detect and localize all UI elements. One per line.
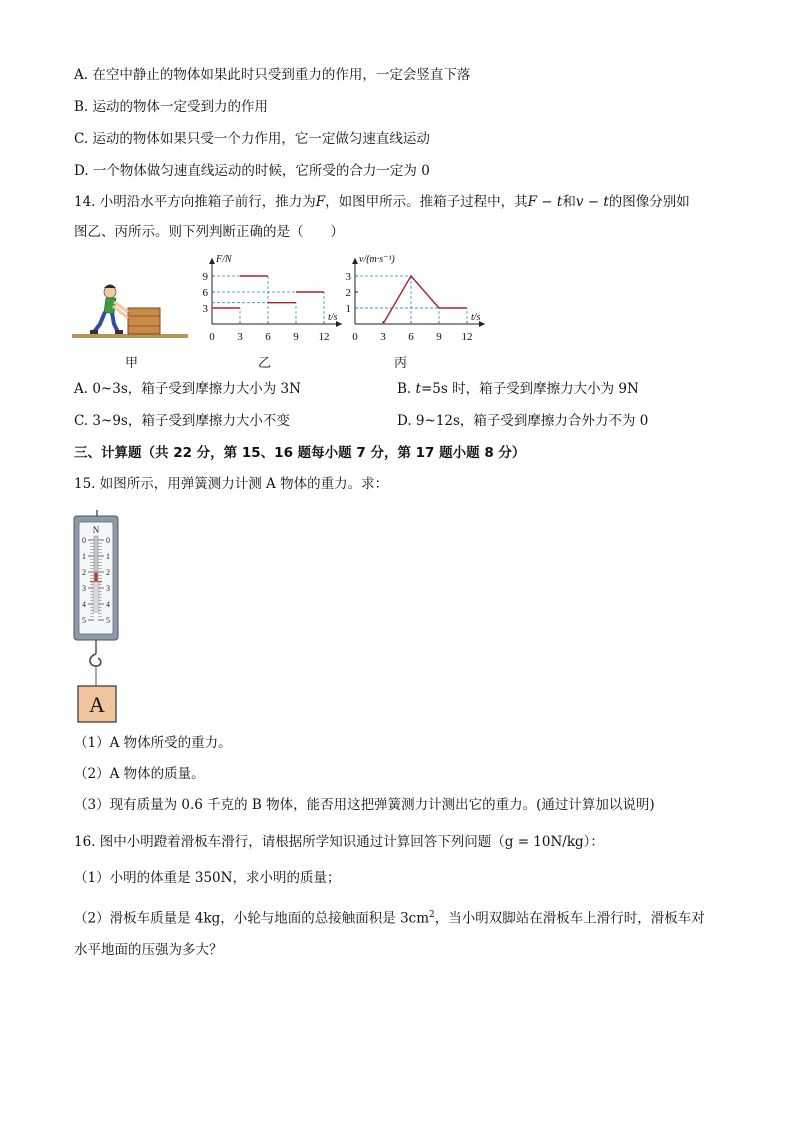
rod <box>93 582 99 612</box>
y-axis-arrow <box>352 258 358 264</box>
scale-left-label: 4 <box>82 600 86 609</box>
q16-part-2-b: ，当小明双脚站在滑板车上滑行时，滑板车对 <box>434 910 705 927</box>
q14-stem-vt: v − t <box>575 194 609 210</box>
q16-part-2-line1 <box>74 906 705 928</box>
y-axis-arrow <box>209 258 215 264</box>
q15-part-2: （2）A 物体的质量。 <box>74 766 205 782</box>
scale-right-label: 4 <box>106 600 110 609</box>
spring-scale-figure <box>72 510 122 726</box>
q14-stem-F: F <box>315 194 326 210</box>
block-a-label: A <box>89 692 105 717</box>
y-tick-label: 3 <box>345 271 351 283</box>
y-tick-label: 6 <box>202 287 208 299</box>
x-tick-label: 0 <box>352 331 358 343</box>
q14-stem-line2: 图乙、丙所示。则下列判断正确的是（ ） <box>74 224 344 240</box>
q14-option-c: C. 3~9s，箱子受到摩擦力大小不变 <box>74 413 290 429</box>
scale-left-label: 1 <box>82 552 86 561</box>
q13-option-a: A. 在空中静止的物体如果此时只受到重力的作用，一定会竖直下落 <box>74 67 471 83</box>
scale-left-label: 5 <box>82 616 86 625</box>
caption-jia: 甲 <box>125 356 139 371</box>
v-series-line <box>383 276 467 324</box>
x-tick-label: 6 <box>408 331 414 343</box>
scale-right-label: 2 <box>106 568 110 577</box>
scale-right-label: 1 <box>106 552 110 561</box>
q14-stem-Ft: F − t <box>527 194 563 210</box>
section-3-heading: 三、计算题（共 22 分，第 15、16 题每小题 7 分，第 17 题小题 8 分） <box>74 445 526 461</box>
x-tick-label: 6 <box>265 331 271 343</box>
scale-right-label: 0 <box>106 536 110 545</box>
y-tick-label: 2 <box>345 287 351 299</box>
y-axis-label: v/(m·s⁻¹) <box>359 254 395 265</box>
scale-left-label: 3 <box>82 584 86 593</box>
x-tick-label: 9 <box>436 331 442 343</box>
q14-option-b-t: t <box>415 381 421 397</box>
scale-unit-label: N <box>92 525 100 535</box>
q15-part-3: （3）现有质量为 0.6 千克的 B 物体，能否用这把弹簧测力计测出它的重力。(通过计算加以说明) <box>74 797 655 813</box>
x-axis-label: t/s <box>328 312 338 323</box>
q16-stem: 16. 图中小明蹬着滑板车滑行，请根据所学知识通过计算回答下列问题（g = 10N/kg）： <box>74 834 604 850</box>
y-tick-label: 3 <box>202 303 208 315</box>
q13-option-d: D. 一个物体做匀速直线运动的时候，它所受的合力一定为 0 <box>74 163 430 179</box>
x-axis-label: t/s <box>471 312 481 323</box>
caption-bing: 丙 <box>394 356 408 371</box>
q14-option-b-prefix: B. <box>397 381 416 397</box>
q15-part-1: （1）A 物体所受的重力。 <box>74 735 232 751</box>
scale-left-label: 2 <box>82 568 86 577</box>
q14-stem-c: 和 <box>562 194 576 210</box>
q14-option-a: A. 0~3s，箱子受到摩擦力大小为 3N <box>74 381 301 397</box>
x-tick-label: 3 <box>237 331 243 343</box>
chart-v-t <box>336 250 502 352</box>
x-tick-label: 12 <box>318 331 330 343</box>
q16-part-2-sup: 2 <box>429 910 435 920</box>
q14-option-d: D. 9~12s，箱子受到摩擦力合外力不为 0 <box>397 413 649 429</box>
q16-part-2-line2: 水平地面的压强为多大？ <box>74 942 223 958</box>
q13-option-c: C. 运动的物体如果只受一个力作用，它一定做匀速直线运动 <box>74 131 430 147</box>
q14-option-b <box>397 380 639 398</box>
x-tick-label: 3 <box>380 331 386 343</box>
scale-left-label: 0 <box>82 536 86 545</box>
y-tick-label: 9 <box>202 271 208 283</box>
q14-option-b-rest: =5s 时，箱子受到摩擦力大小为 9N <box>420 381 639 397</box>
x-tick-label: 12 <box>461 331 473 343</box>
caption-yi: 乙 <box>258 356 272 371</box>
y-tick-label: 1 <box>345 303 351 315</box>
q15-stem: 15. 如图所示，用弹簧测力计测 A 物体的重力。求： <box>74 476 389 492</box>
q14-stem-b: ，如图甲所示。推箱子过程中，其 <box>325 194 528 210</box>
q14-stem-d: 的图像分别如 <box>608 194 690 210</box>
q13-option-b: B. 运动的物体一定受到力的作用 <box>74 99 269 115</box>
q14-stem-a: 14. 小明沿水平方向推箱子前行，推力为 <box>74 194 316 210</box>
x-tick-label: 9 <box>293 331 299 343</box>
scale-right-label: 3 <box>106 584 110 593</box>
q14-stem-line1 <box>74 193 690 211</box>
x-tick-label: 0 <box>209 331 215 343</box>
chart-f-t <box>196 250 346 352</box>
y-axis-label: F/N <box>216 254 232 265</box>
q16-part-1: （1）小明的体重是 350N，求小明的质量； <box>74 870 341 886</box>
scale-right-label: 5 <box>106 616 110 625</box>
q16-part-2-a: （2）滑板车质量是 4kg，小轮与地面的总接触面积是 3cm <box>74 910 430 927</box>
figure-jia-boy-pushing-box <box>70 268 190 348</box>
